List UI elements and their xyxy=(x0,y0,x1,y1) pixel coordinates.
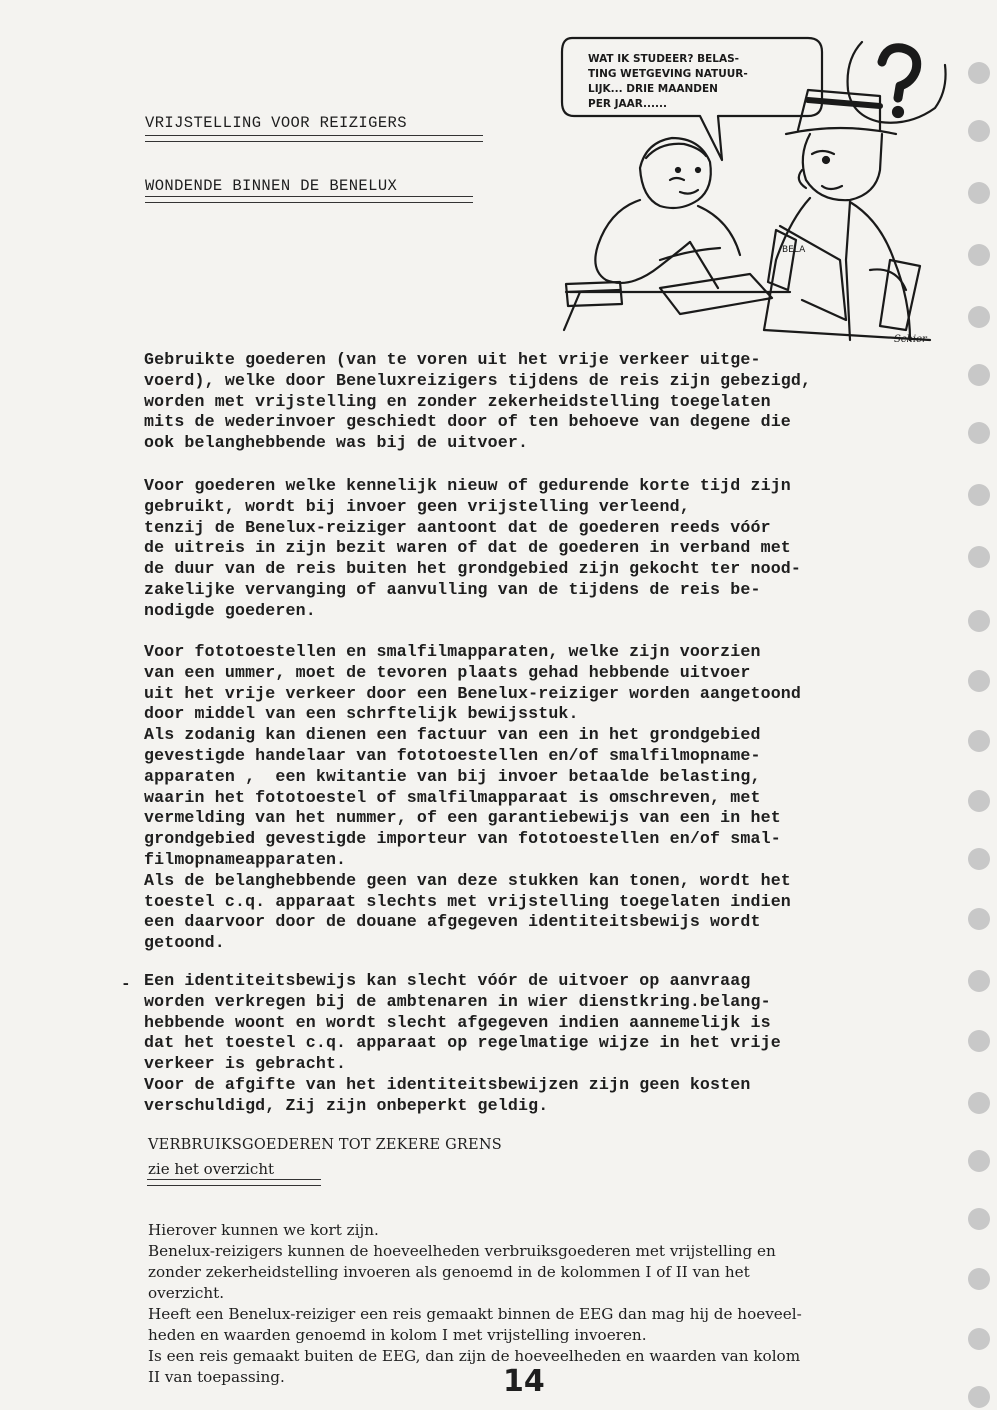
overview-link[interactable]: zie het overzicht xyxy=(148,1160,275,1178)
binder-hole xyxy=(968,364,990,386)
text-line: Benelux-reizigers kunnen de hoeveelheden verbruiksgoederen met vrijstelling en xyxy=(148,1242,776,1260)
paragraph-nieuwe-goederen xyxy=(144,476,801,622)
text-line: de duur van de reis buiten het grondgebied zijn gekocht ter nood- xyxy=(144,559,802,579)
bubble-line: WAT IK STUDEER? BELAS- xyxy=(588,53,739,65)
text-line: Voor goederen welke kennelijk nieuw of gedurende korte tijd zijn xyxy=(144,476,791,495)
binder-hole xyxy=(968,1092,990,1114)
binder-hole xyxy=(968,670,990,692)
text-line: mits de wederinvoer geschiedt door of ten behoeve van degene die xyxy=(144,412,791,432)
text-line: getoond. xyxy=(144,933,225,953)
page-number: 14 xyxy=(503,1364,545,1399)
binder-hole xyxy=(968,848,990,870)
text-line: van een ummer, moet de tevoren plaats gehad hebbende uitvoer xyxy=(144,662,751,682)
text-line: tenzij de Benelux-reiziger aantoont dat de goederen reeds vóór xyxy=(144,517,771,537)
text-line: worden verkregen bij de ambtenaren in wier dienstkring.belang- xyxy=(144,991,771,1011)
text-line: Als zodanig kan dienen een factuur van een in het grondgebied xyxy=(144,725,761,745)
paragraph-fototoestellen xyxy=(144,642,801,954)
binder-hole xyxy=(968,970,990,992)
text-line: Als de belanghebbende geen van deze stukken kan tonen, wordt het xyxy=(144,870,791,890)
text-line: Gebruikte goederen (van te voren uit het vrije verkeer uitge- xyxy=(144,350,761,369)
section-title: VERBRUIKSGOEDEREN TOT ZEKERE GRENS xyxy=(148,1137,502,1153)
speech-bubble-text xyxy=(588,53,748,110)
heading-underline xyxy=(145,135,483,143)
binder-hole xyxy=(968,1386,990,1408)
binder-hole xyxy=(968,306,990,328)
heading-benelux: WONDENDE BINNEN DE BENELUX xyxy=(145,177,398,195)
dash-mark: - xyxy=(121,975,131,993)
svg-text:Schier: Schier xyxy=(894,334,927,345)
text-line: gevestigde handelaar van fototoestellen en/of smalfilmopname- xyxy=(144,745,761,765)
binder-hole xyxy=(968,1328,990,1350)
binder-hole xyxy=(968,790,990,812)
binder-hole xyxy=(968,62,990,84)
text-line: dat het toestel c.q. apparaat op regelmatige wijze in het vrije xyxy=(144,1033,781,1053)
cartoon-illustration xyxy=(550,30,960,355)
text-line: worden met vrijstelling en zonder zekerheidstelling toegelaten xyxy=(144,391,771,411)
text-line: gebruikt, wordt bij invoer geen vrijstelling verleend, xyxy=(144,496,690,516)
text-line: uit het vrije verkeer door een Benelux-reiziger worden aangetoond xyxy=(144,683,802,703)
link-underline xyxy=(147,1179,321,1187)
text-line: een daarvoor door de douane afgegeven identiteitsbewijs wordt xyxy=(144,912,761,932)
svg-text:BELA: BELA xyxy=(782,245,806,255)
binder-hole xyxy=(968,244,990,266)
text-line: Voor fototoestellen en smalfilmapparaten, welke zijn voorzien xyxy=(144,642,761,661)
binder-hole xyxy=(968,1030,990,1052)
paragraph-identiteitsbewijs xyxy=(144,971,781,1117)
text-line: de uitreis in zijn bezit waren of dat de goederen in verband met xyxy=(144,538,791,558)
text-line: Is een reis gemaakt buiten de EEG, dan zijn de hoeveelheden en waarden van kolom xyxy=(148,1347,801,1365)
binder-hole xyxy=(968,610,990,632)
text-line: Heeft een Benelux-reiziger een reis gemaakt binnen de EEG dan mag hij de hoeveel- xyxy=(148,1305,802,1323)
text-line: ook belanghebbende was bij de uitvoer. xyxy=(144,433,529,453)
text-line: II van toepassing. xyxy=(148,1368,285,1386)
heading-vrijstelling: VRIJSTELLING VOOR REIZIGERS xyxy=(145,114,407,132)
bubble-line: PER JAAR...... xyxy=(588,98,667,110)
binder-hole xyxy=(968,908,990,930)
bubble-line: TING WETGEVING NATUUR- xyxy=(588,68,748,80)
text-line: Een identiteitsbewijs kan slecht vóór de uitvoer op aanvraag xyxy=(144,971,751,990)
text-line: verkeer is gebracht. xyxy=(144,1054,347,1074)
binder-hole xyxy=(968,484,990,506)
text-line: filmopnameapparaten. xyxy=(144,849,347,869)
text-line: overzicht. xyxy=(148,1284,225,1302)
text-line: Hierover kunnen we kort zijn. xyxy=(148,1221,379,1239)
text-line: grondgebied gevestigde importeur van fototoestellen en/of smal- xyxy=(144,829,781,849)
binder-hole xyxy=(968,422,990,444)
text-line: toestel c.q. apparaat slechts met vrijstelling toegelaten indien xyxy=(144,891,791,911)
text-line: zonder zekerheidstelling invoeren als genoemd in de kolommen I of II van het xyxy=(148,1263,750,1281)
text-line: Voor de afgifte van het identiteitsbewijzen zijn geen kosten xyxy=(144,1074,751,1094)
binder-hole xyxy=(968,120,990,142)
text-line: heden en waarden genoemd in kolom I met vrijstelling invoeren. xyxy=(148,1326,647,1344)
binder-hole xyxy=(968,546,990,568)
text-line: voerd), welke door Beneluxreizigers tijdens de reis zijn gebezigd, xyxy=(144,370,812,390)
text-line: verschuldigd, Zij zijn onbeperkt geldig. xyxy=(144,1095,549,1115)
bubble-line: LIJK... DRIE MAANDEN xyxy=(588,83,718,95)
text-line: vermelding van het nummer, of een garantiebewijs van een in het xyxy=(144,808,781,828)
text-line: waarin het fototoestel of smalfilmapparaat is omschreven, met xyxy=(144,787,761,807)
text-line: door middel van een schrftelijk bewijsstuk. xyxy=(144,704,579,724)
heading-underline xyxy=(145,196,473,204)
binder-hole xyxy=(968,1208,990,1230)
question-mark-icon xyxy=(882,48,917,117)
text-line: nodigde goederen. xyxy=(144,600,316,620)
text-line: zakelijke vervanging of aanvulling van de tijdens de reis be- xyxy=(144,579,761,599)
binder-hole xyxy=(968,1150,990,1172)
binder-hole xyxy=(968,730,990,752)
paragraph-hierover xyxy=(148,1220,802,1388)
binder-hole xyxy=(968,1268,990,1290)
text-line: apparaten , een kwitantie van bij invoer betaalde belasting, xyxy=(144,766,761,786)
binder-hole xyxy=(968,182,990,204)
paragraph-gebruikte-goederen xyxy=(144,350,811,454)
text-line: hebbende woont en wordt slecht afgegeven indien aannemelijk is xyxy=(144,1012,771,1032)
